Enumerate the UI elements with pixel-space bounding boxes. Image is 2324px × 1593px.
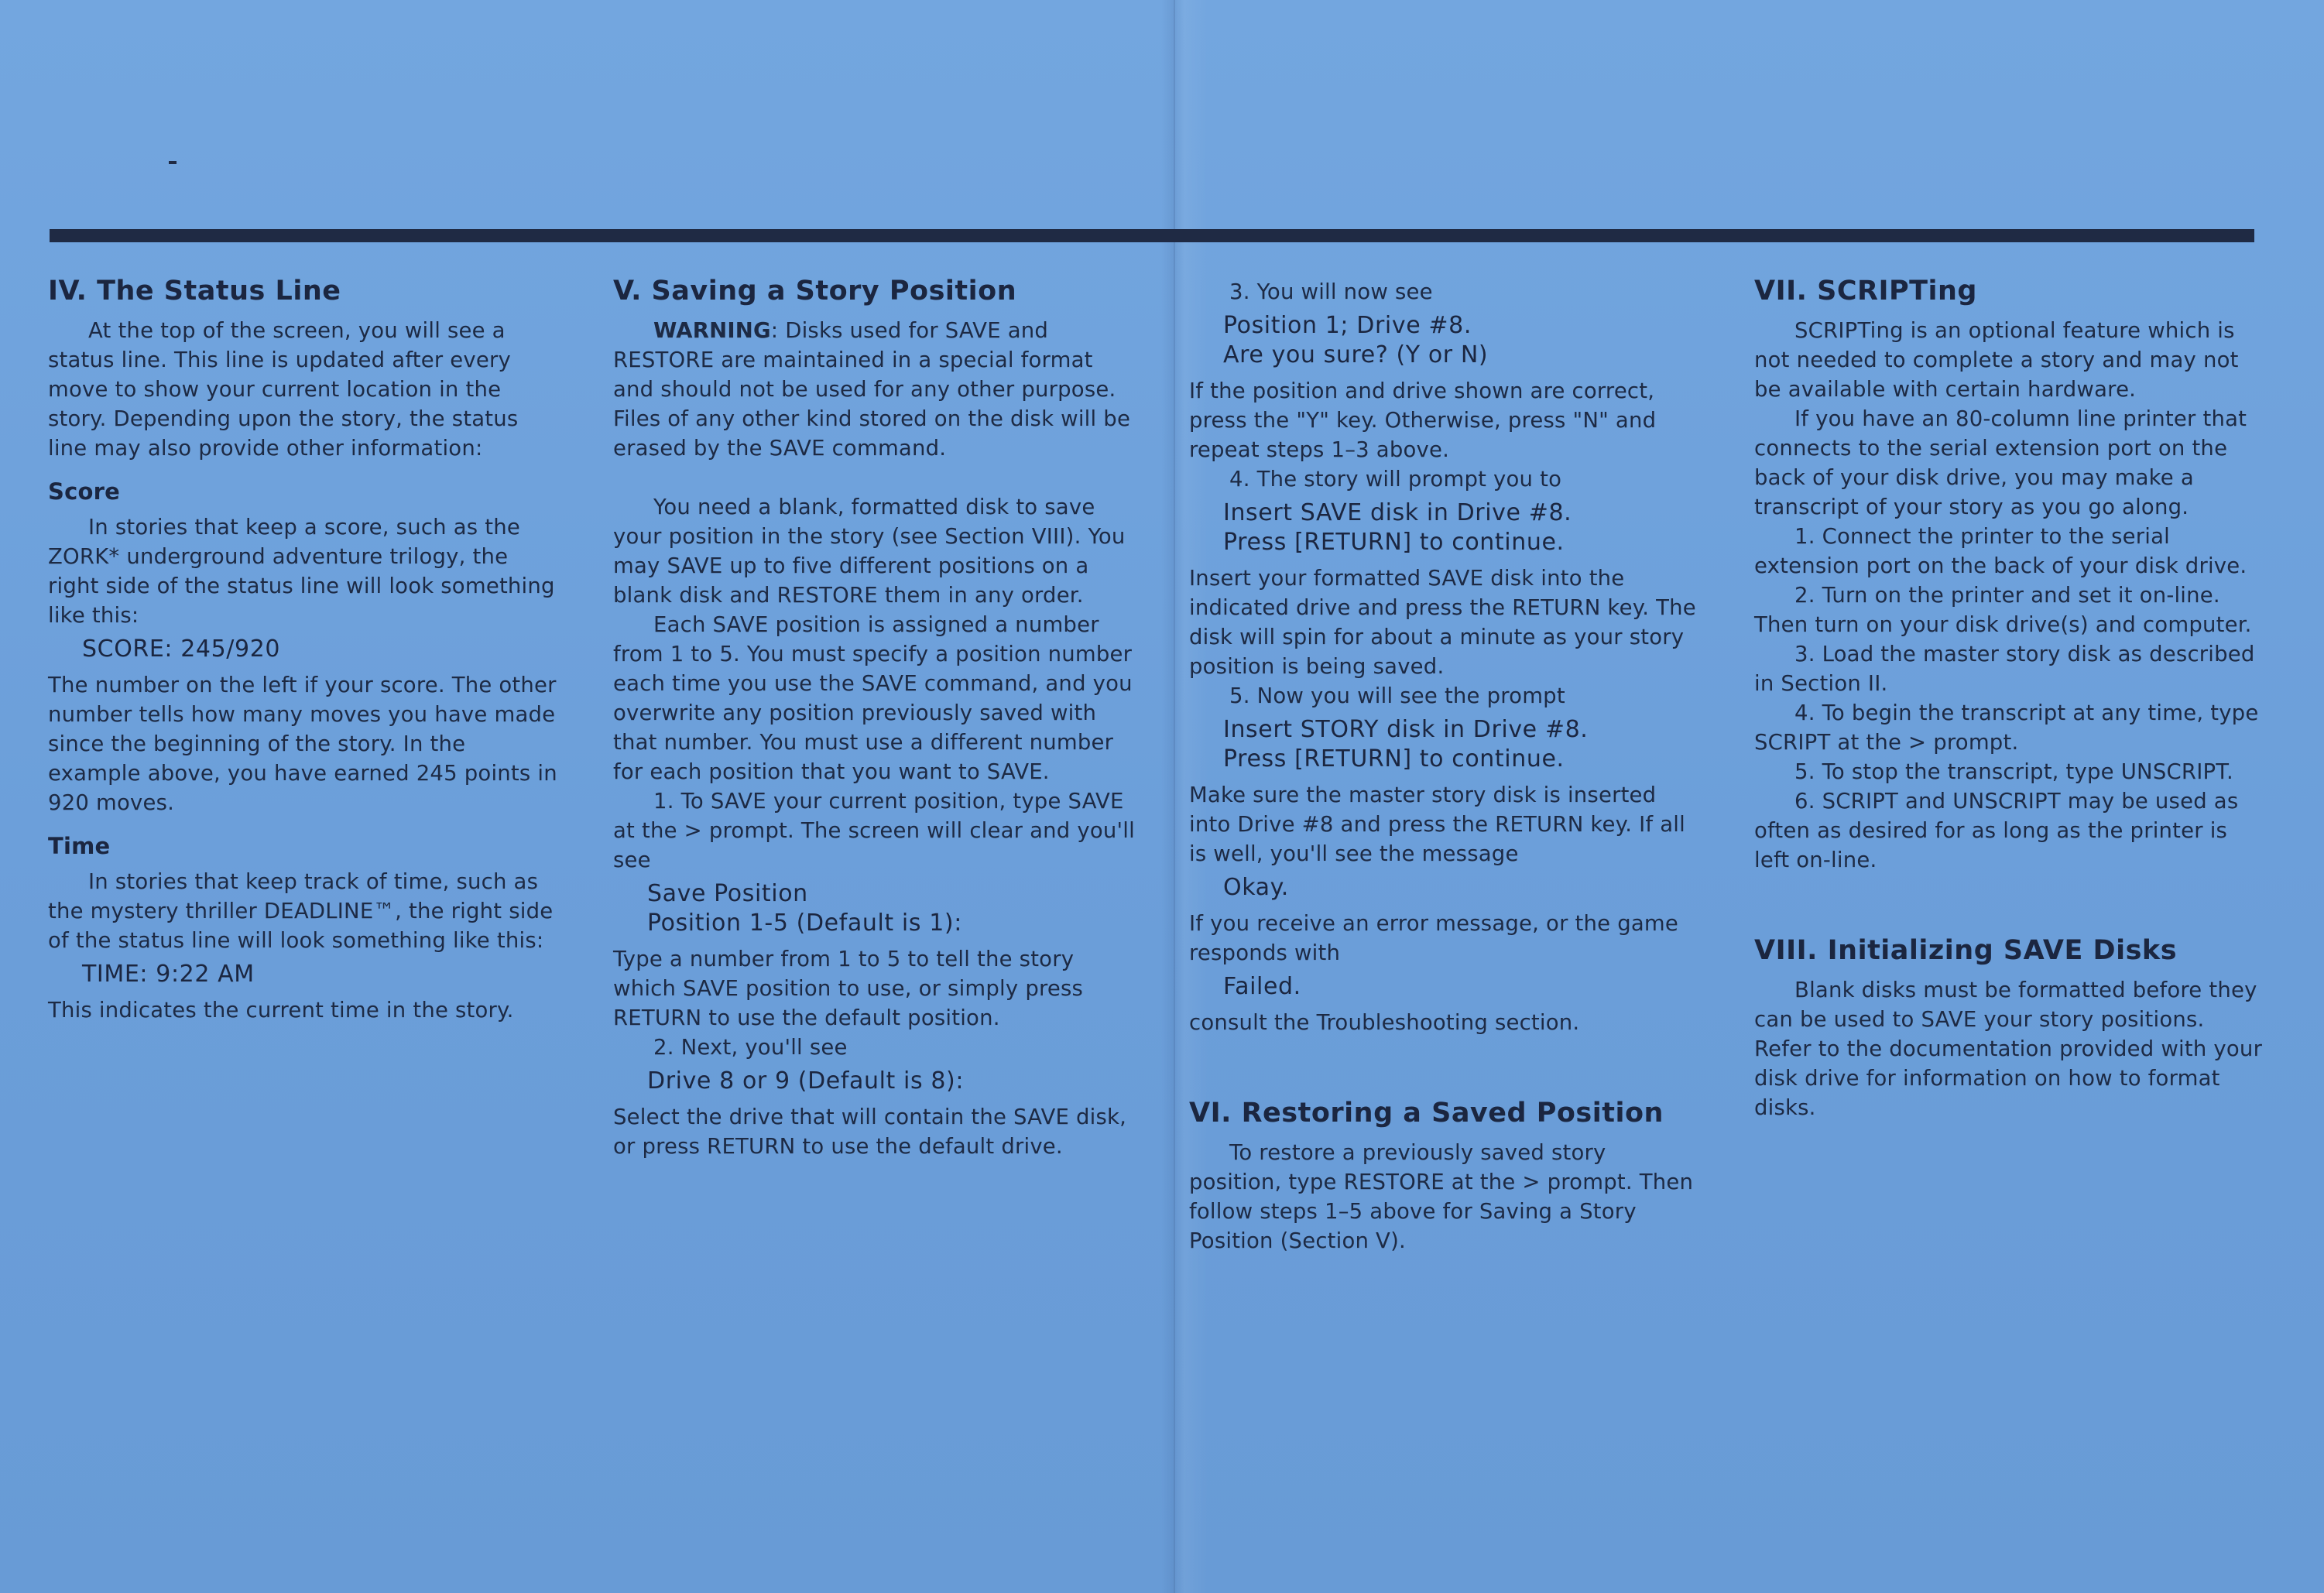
screen-line: Press [RETURN] to continue. [1223, 529, 1565, 556]
saving-after-2: Select the drive that will contain the SAVE disk, or press RETURN to use the default drive. [613, 1105, 1127, 1159]
saving-after-6: If you receive an error message, or the game responds with [1189, 911, 1679, 965]
time-example [82, 960, 559, 989]
time-explain: This indicates the current time in the story. [48, 998, 514, 1023]
initializing-text: Blank disks must be formatted before they can be used to SAVE your story positions. Refer to the documentation provided with your disk drive for information on how to format disks. [1754, 978, 2263, 1120]
scripting-step-1: 1. Connect the printer to the serial extension port on the back of your disk drive. [1754, 524, 2247, 578]
saving-after-4: Insert your formatted SAVE disk into the indicated drive and press the RETURN key. The disk will spin for about a minute as your story position is being saved. [1189, 566, 1696, 679]
screen-line: Position 1-5 (Default is 1): [647, 910, 962, 937]
screen-okay [1223, 873, 1700, 903]
section-title-status-line: IV. The Status Line [48, 276, 341, 307]
scripting-p1: SCRIPTing is an optional feature which is not needed to complete a story and may not be available with certain hardware. [1754, 318, 2239, 402]
warning-text: : Disks used for SAVE and RESTORE are maintained in a special format and should not be used for any other purpose. Files of any other kind stored on the disk will be erased by the SAVE command. [613, 318, 1131, 461]
subheading-score: Score [48, 478, 120, 505]
saving-step-4: 4. The story will prompt you to [1229, 467, 1562, 492]
scripting-step-5: 5. To stop the transcript, type UNSCRIPT. [1794, 759, 2233, 784]
status-line-intro: At the top of the screen, you will see a status line. This line is updated after every move to show your current location in the story. Depending upon the story, the status line may also provide other information: [48, 318, 519, 461]
screen-line: Insert STORY disk in Drive #8. [1223, 716, 1589, 743]
score-explain: The number on the left if your score. The other number tells how many moves you have made since the beginning of the story. In the example above, you have earned 245 points in 920 moves. [48, 673, 557, 815]
time-text: In stories that keep track of time, such as the mystery thriller DEADLINE™, the right side of the status line will look something like this: [48, 869, 554, 953]
scripting-step-2: 2. Turn on the printer and set it on-line. Then turn on your disk drive(s) and computer. [1754, 583, 2252, 637]
screen-line: Drive 8 or 9 (Default is 8): [647, 1067, 965, 1095]
saving-after-5: Make sure the master story disk is inserted into Drive #8 and press the RETURN key. If all is well, you'll see the message [1189, 783, 1685, 866]
subheading-time: Time [48, 833, 111, 859]
warning-label: WARNING [653, 318, 771, 343]
saving-after-1: Type a number from 1 to 5 to tell the story which SAVE position to use, or simply press RETURN to use the default position. [613, 947, 1084, 1030]
screen-line: Failed. [1223, 973, 1301, 1000]
screen-insert-save [1223, 498, 1700, 557]
screen-confirm [1223, 311, 1700, 370]
print-speck [169, 161, 177, 164]
scripting-step-6: 6. SCRIPT and UNSCRIPT may be used as often as desired for as long as the printer is left on-line. [1754, 789, 2239, 872]
section-title-restoring: VI. Restoring a Saved Position [1189, 1098, 1664, 1129]
screen-line: Okay. [1223, 874, 1289, 901]
score-example [82, 635, 559, 664]
screen-failed [1223, 972, 1700, 1002]
saving-after-7: consult the Troubleshooting section. [1189, 1010, 1580, 1035]
screen-line: Are you sure? (Y or N) [1223, 341, 1489, 368]
screen-line: Position 1; Drive #8. [1223, 312, 1472, 339]
screen-insert-story [1223, 715, 1700, 774]
saving-step-3: 3. You will now see [1229, 279, 1433, 304]
screen-drive [647, 1067, 1140, 1096]
section-title-saving: V. Saving a Story Position [613, 276, 1017, 307]
saving-p2: Each SAVE position is assigned a number from 1 to 5. You must specify a position number each time you use the SAVE command, and you overwrite any position previously saved with that number. You must use a different number for each position that you want to SAVE. [613, 612, 1133, 784]
time-example-line: TIME: 9:22 AM [82, 961, 255, 988]
column-saving-continued [1189, 255, 1700, 1256]
screen-line: Insert SAVE disk in Drive #8. [1223, 499, 1572, 526]
screen-line: Save Position [647, 880, 808, 907]
restore-text: To restore a previously saved story position, type RESTORE at the > prompt. Then follow steps 1–5 above for Saving a Story Position (Section V). [1189, 1140, 1694, 1253]
score-example-line: SCORE: 245/920 [82, 635, 281, 663]
saving-step-5: 5. Now you will see the prompt [1229, 683, 1565, 708]
scripting-step-4: 4. To begin the transcript at any time, type SCRIPT at the > prompt. [1754, 701, 2259, 755]
column-saving [613, 255, 1140, 1161]
header-rule [50, 229, 2254, 242]
saving-after-3: If the position and drive shown are correct, press the "Y" key. Otherwise, press "N" and repeat steps 1–3 above. [1189, 379, 1657, 462]
scripting-p2: If you have an 80-column line printer that connects to the serial extension port on the back of your disk drive, you may make a transcript of your story as you go along. [1754, 406, 2247, 519]
section-title-scripting: VII. SCRIPTing [1754, 276, 1977, 307]
section-title-initializing: VIII. Initializing SAVE Disks [1754, 935, 2178, 966]
warning-paragraph [613, 316, 1140, 463]
screen-line: Press [RETURN] to continue. [1223, 745, 1565, 773]
scripting-step-3: 3. Load the master story disk as described in Section II. [1754, 642, 2255, 696]
saving-step-1: 1. To SAVE your current position, type SAVE at the > prompt. The screen will clear and you'll see [613, 789, 1135, 872]
saving-p1: You need a blank, formatted disk to save your position in the story (see Section VIII). You may SAVE up to five different positions on a blank disk and RESTORE them in any order. [613, 495, 1126, 608]
score-text: In stories that keep a score, such as the ZORK* underground adventure trilogy, the right side of the status line will look something like this: [48, 515, 555, 628]
saving-step-2: 2. Next, you'll see [653, 1035, 848, 1060]
column-status-line [48, 255, 559, 1025]
column-scripting [1754, 255, 2265, 1122]
screen-save-position [647, 879, 1140, 938]
